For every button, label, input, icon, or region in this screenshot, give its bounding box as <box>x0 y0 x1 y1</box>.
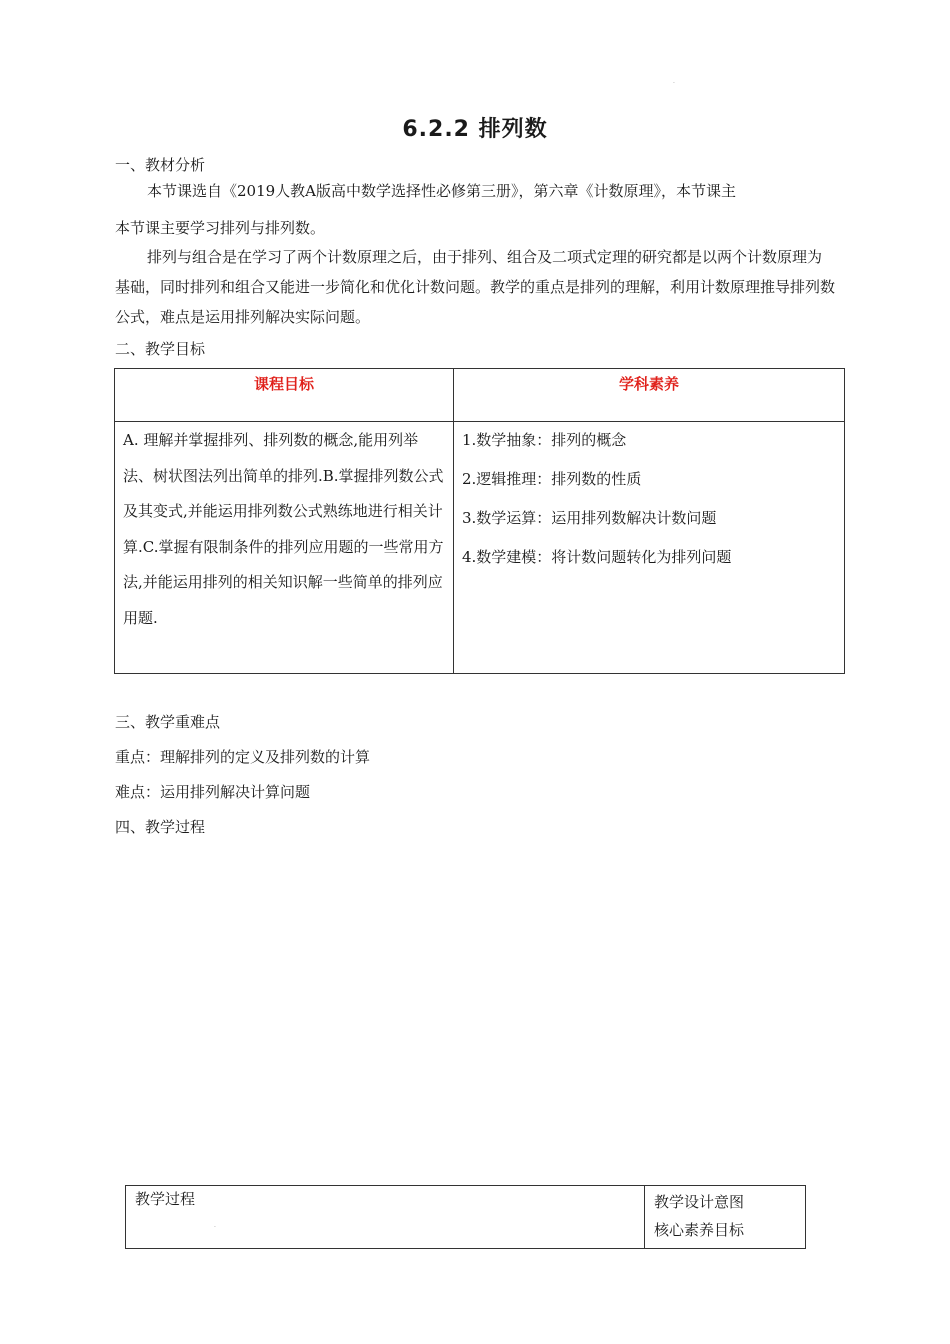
literacy-item-4: 4.数学建模：将计数问题转化为排列问题 <box>462 548 732 566</box>
speck-mark: . <box>673 78 675 85</box>
process-table <box>125 1185 806 1249</box>
key-point-text: 重点：理解排列的定义及排列数的计算 <box>115 748 371 766</box>
page-title: 6.2.2 排列数 <box>402 117 548 142</box>
section-heading-process: 四、教学过程 <box>115 818 206 836</box>
goals-table-header-row <box>115 369 845 422</box>
goals-header-literacy: 学科素养 <box>454 369 845 422</box>
process-literacy-goal: 核心素养目标 <box>654 1221 745 1239</box>
literacy-item-1: 1.数学抽象：排列的概念 <box>462 431 627 449</box>
analysis-para1-line1: 本节课选自《2019人教A版高中数学选择性必修第三册》，第六章《计数原理》，本节课主 <box>147 182 737 200</box>
process-right-cell <box>645 1186 806 1249</box>
analysis-para1-line2: 本节课主要学习排列与排列数。 <box>115 219 326 237</box>
process-table-row <box>126 1186 806 1249</box>
section-heading-analysis: 一、教材分析 <box>115 156 206 174</box>
analysis-para2-text: 排列与组合是在学习了两个计数原理之后，由于排列、组合及二项式定理的研究都是以两个计数原理为基础，同时排列和组合又能进一步简化和优化计数问题。教学的重点是排列的理解，利用计数原理推导排列数公式，难点是运用排列解决实际问题。 <box>115 248 836 326</box>
goals-header-course: 课程目标 <box>115 369 454 422</box>
section-heading-keypoints: 三、教学重难点 <box>115 713 221 731</box>
process-left-header: 教学过程 <box>135 1190 196 1208</box>
literacy-item-3: 3.数学运算：运用排列数解决计数问题 <box>462 509 717 527</box>
course-goals-text: A. 理解并掌握排列、排列数的概念,能用列举法、树状图法列出简单的排列.B.掌握排列数公式及其变式,并能运用排列数公式熟练地进行相关计算.C.掌握有限制条件的排列应用题的一些常用方法,并能运用排列的相关知识解一些简单的排列应用题. <box>123 431 444 627</box>
goals-table <box>114 368 845 674</box>
process-left-cell <box>126 1186 645 1249</box>
section-heading-goals: 二、教学目标 <box>115 340 206 358</box>
difficulty-text: 难点：运用排列解决计算问题 <box>115 783 311 801</box>
goals-literacy-cell <box>454 422 845 674</box>
literacy-item-2: 2.逻辑推理：排列数的性质 <box>462 470 642 488</box>
speck-mark-2: . <box>214 1222 216 1229</box>
goals-course-cell <box>115 422 454 674</box>
process-design-intent: 教学设计意图 <box>654 1193 745 1211</box>
goals-table-body-row <box>115 422 845 674</box>
analysis-para2 <box>115 242 835 332</box>
